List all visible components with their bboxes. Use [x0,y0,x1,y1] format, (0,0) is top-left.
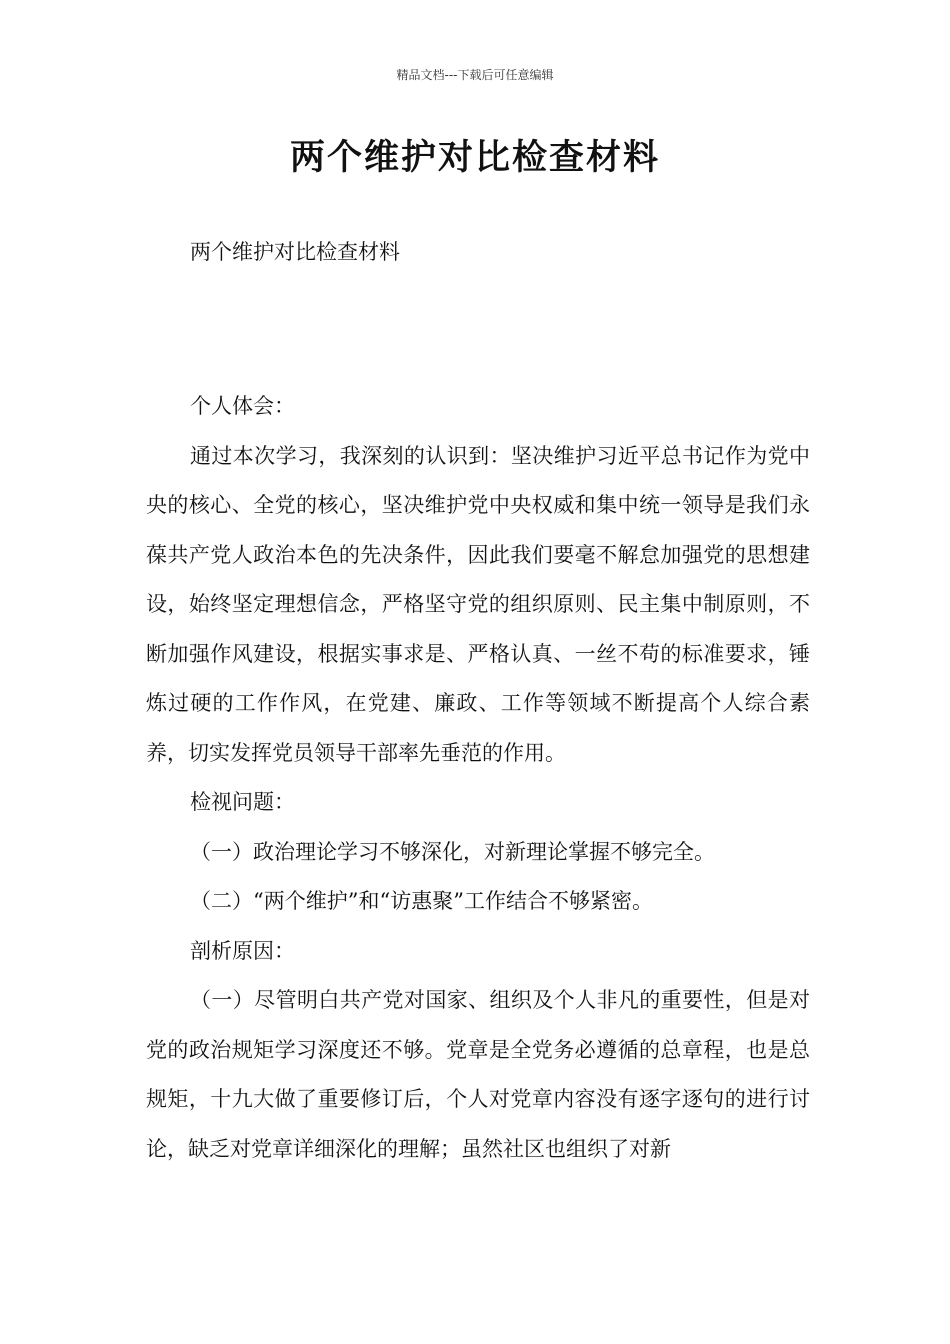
paragraph-problem-1: （一）政治理论学习不够深化，对新理论掌握不够完全。 [190,839,715,864]
paragraph-causes-heading: 剖析原因： [190,938,295,963]
paragraph-personal-experience-heading: 个人体会： [190,394,295,418]
document-title: 两个维护对比检查材料 [289,138,660,178]
paragraph-cause-1: （一）尽管明白共产党对国家、组织及个人非凡的重要性，但是对党的政治规矩学习深度还不够。党章是全党务必遵循的总章程，也是总规矩，十九大做了重要修订后，个人对党章内容没有逐字逐句的进行讨论，缺乏对党章详细深化的理解；虽然社区也组织了对新 [146,988,810,1161]
header-note: 精品文档---下载后可任意编辑 [396,68,554,82]
document-subtitle: 两个维护对比检查材料 [190,240,400,264]
paragraph-personal-experience: 通过本次学习，我深刻的认识到：坚决维护习近平总书记作为党中央的核心、全党的核心，坚决维护党中央权威和集中统一领导是我们永葆共产党人政治本色的先决条件，因此我们要毫不解怠加强党的思想建设，始终坚定理想信念，严格坚守党的组织原则、民主集中制原则，不断加强作风建设，根据实事求是、严格认真、一丝不苟的标准要求，锤炼过硬的工作作风，在党建、廉政、工作等领域不断提高个人综合素养，切实发挥党员领导干部率先垂范的作用。 [146,443,810,765]
paragraph-problem-2: （二）“两个维护”和“访惠聚”工作结合不够紧密。 [190,889,653,913]
paragraph-problems-heading: 检视问题： [190,790,295,814]
document-body [146,382,810,1174]
